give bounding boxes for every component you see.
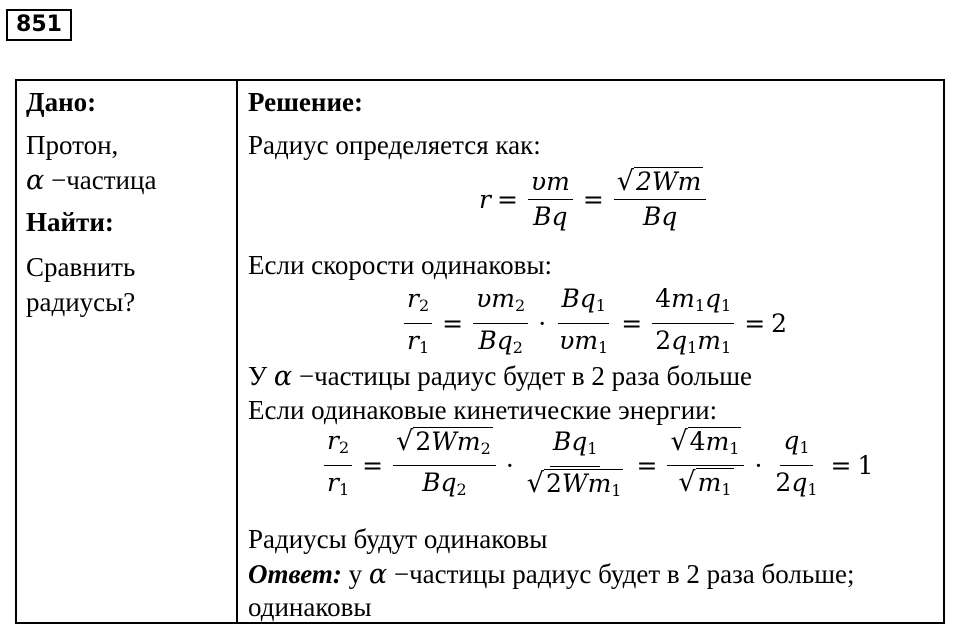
numerator: υm: [528, 167, 573, 200]
formula-radius: r = $\frac{\upsilon m}{Bq}$ = √ 2Wm Bq: [479, 167, 710, 232]
formula-result-2: 2: [771, 309, 788, 338]
fraction-bq1-sqrt2wm1: $Bq_1$ √ $2Wm_1$: [524, 427, 627, 505]
result-energy-text: Радиусы будут одинаковы: [248, 524, 548, 554]
fraction-bq1-vm1: $\frac{Bq_1}{\upsilon m_1}$: [559, 284, 609, 357]
solution-heading: Решение:: [248, 87, 363, 117]
radius-intro: Радиус определяется как:: [248, 130, 541, 160]
result-pre: У: [248, 361, 274, 391]
fraction-sqrt-2wm-bq: √ 2Wm Bq: [614, 167, 707, 232]
formula-result-1: 1: [857, 451, 874, 480]
find-heading: Найти:: [26, 207, 114, 237]
alpha-symbol: α: [368, 559, 388, 590]
result-speed-text: [248, 360, 752, 393]
answer-pre: у: [341, 559, 369, 589]
fraction-vm2-bq2: $\frac{\upsilon m_2}{Bq_2}$: [473, 284, 528, 363]
given-alpha-rest: −частица: [44, 165, 157, 195]
column-divider: [236, 81, 238, 622]
alpha-symbol: α: [273, 361, 293, 392]
given-line-proton: Протон,: [26, 130, 119, 160]
answer-label: Ответ:: [248, 559, 342, 589]
formula-speed-ratio: $\frac{r_2}{r_1}$ = $\frac{\upsilon m_2}{Bq_2}$ · $\frac{Bq_1}{\upsilon m_1}$ = $\frac{4m_1q_1}{2q_1m_1}$ = 2: [400, 284, 787, 363]
fraction-sqrt2wm2-bq2: √ $2Wm_2$ $Bq_2$: [393, 427, 496, 505]
fraction-r2-r1: $\frac{r_2}{r_1}$: [404, 284, 432, 363]
same-energy-text: Если одинаковые кинетические энергии:: [248, 395, 718, 425]
fraction-vm-bq: [528, 167, 573, 232]
answer-line: [248, 558, 854, 591]
same-speed-text: Если скорости одинаковы:: [248, 250, 553, 280]
find-line-radii: радиусы?: [26, 287, 136, 317]
answer-post: −частицы радиус будет в 2 раза больше;: [387, 559, 855, 589]
find-line-compare: Сравнить: [26, 252, 136, 282]
result-post: −частицы радиус будет в 2 раза больше: [292, 361, 752, 391]
problem-number: 851: [6, 9, 72, 41]
solution-table: [15, 79, 945, 624]
formula-lhs-r: r: [479, 185, 491, 214]
answer-line-2: одинаковы: [248, 592, 372, 622]
alpha-symbol: α: [26, 165, 45, 196]
fraction-sqrt4m1-sqrtm1: √ $4m_1$ √ $m_1$: [667, 427, 744, 504]
denominator: Bq: [642, 202, 678, 231]
formula-energy-ratio: $\frac{r_2}{r_1}$ = √ $2Wm_2$ $Bq_2$ · $Bq_1$ √ $2Wm_1$ = √ $4m_1$ √ $m_1$ · $\frac{q_1}{2q_1}$ = 1: [320, 426, 873, 505]
sqrt-content: 2Wm: [635, 167, 702, 196]
fraction-4m1q1-2q1m1: $\frac{4m_1q_1}{2q_1m_1}$: [652, 284, 734, 363]
denominator: Bq: [533, 202, 568, 231]
given-line-alpha: [26, 164, 156, 197]
given-heading: Дано:: [26, 87, 97, 117]
fraction-q1-2q1: $\frac{q_1}{2q_1}$: [775, 426, 818, 499]
fraction-r2-r1: $\frac{r_2}{r_1}$: [324, 426, 352, 505]
